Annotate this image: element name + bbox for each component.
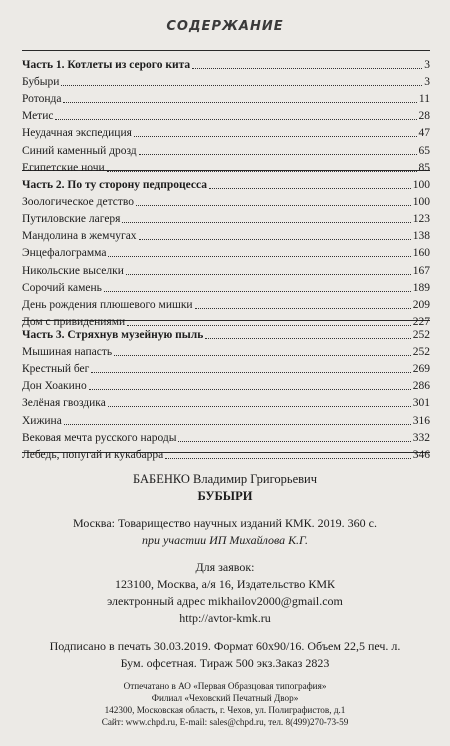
toc-entry <box>22 446 430 462</box>
toc-entry-title: Бубыри <box>22 76 60 88</box>
imprint-author: БАБЕНКО Владимир Григорьевич <box>132 472 318 486</box>
print-signed-line: Подписано в печать 30.03.2019. Формат 60х90/16. Объем 22,5 печ. л. <box>49 639 401 653</box>
printer-address: 142300, Московская область, г. Чехов, ул. Полиграфистов, д.1 <box>104 705 346 715</box>
toc-entry <box>22 262 430 278</box>
toc-entry-page: 3 <box>424 76 430 88</box>
toc-entry <box>22 244 430 260</box>
dot-leader <box>209 188 411 189</box>
toc-entry-title: Сорочий камень <box>22 282 102 294</box>
toc-entry-page: 65 <box>418 145 430 157</box>
dot-leader <box>205 338 410 339</box>
toc-entry-title: Никольские выселки <box>22 265 124 277</box>
toc-entry <box>22 124 430 140</box>
toc-entry-page: 160 <box>412 247 430 259</box>
dot-leader <box>108 256 410 257</box>
toc-entry-page: 332 <box>412 432 430 444</box>
dot-leader <box>139 239 411 240</box>
publisher-address: 123100, Москва, а/я 16, Издательство КМК <box>114 577 335 591</box>
dot-leader <box>89 389 411 390</box>
toc-entry-page: 138 <box>412 230 430 242</box>
toc-entry-title: Мандолина в жемчугах <box>22 230 137 242</box>
toc-part-heading <box>22 326 430 342</box>
toc-part-heading-page: 3 <box>424 59 430 71</box>
toc-entry-page: 252 <box>412 346 430 358</box>
toc-entry-title: Зелёная гвоздика <box>22 397 106 409</box>
toc-entry-page: 316 <box>412 415 430 427</box>
toc-entry <box>22 412 430 428</box>
toc-part-heading-page: 252 <box>412 329 430 341</box>
toc-entry-page: 301 <box>412 397 430 409</box>
toc-entry <box>22 343 430 359</box>
toc-entry-page: 346 <box>412 449 430 461</box>
printer-name: Отпечатано в АО «Первая Образцовая типография» <box>123 681 327 691</box>
toc-entry <box>22 210 430 226</box>
toc-entry <box>22 394 430 410</box>
toc-entry <box>22 296 430 312</box>
dot-leader <box>114 355 411 356</box>
toc-entry-title: Зоологическое детство <box>22 196 134 208</box>
toc-part-heading <box>22 56 430 72</box>
dot-leader <box>55 119 416 120</box>
publisher-website: http://avtor-kmk.ru <box>179 611 271 625</box>
toc-entry <box>22 360 430 376</box>
dot-leader <box>108 406 411 407</box>
imprint-participation: при участии ИП Михайлова К.Г. <box>142 533 308 547</box>
toc-entry-title: Вековая мечта русского народы <box>22 432 177 444</box>
toc-entry-page: 227 <box>412 316 430 328</box>
toc-entry-page: 47 <box>418 127 430 139</box>
dot-leader <box>91 372 410 373</box>
imprint-publisher: Москва: Товарищество научных изданий КМК. 2019. 360 с. <box>72 516 377 530</box>
toc-entry-title: Путиловские лагеря <box>22 213 121 225</box>
paper-run-line: Бум. офсетная. Тираж 500 экз.Заказ 2823 <box>120 656 330 670</box>
dot-leader <box>165 458 410 459</box>
toc-part-heading-title: Часть 1. Котлеты из серого кита <box>22 59 191 71</box>
toc-entry-title: Неудачная экспедиция <box>22 127 132 139</box>
imprint-title: БУБЫРИ <box>197 489 253 503</box>
dot-leader <box>61 85 422 86</box>
toc-entry-title: Мышиная напасть <box>22 346 113 358</box>
toc-entry <box>22 159 430 175</box>
dot-leader <box>134 136 417 137</box>
publisher-email: электронный адрес mikhailov2000@gmail.com <box>107 594 343 608</box>
toc-entry-title: Дон Хоакино <box>22 380 87 392</box>
toc-entry-page: 28 <box>418 110 430 122</box>
toc-entry <box>22 142 430 158</box>
toc-entry-page: 167 <box>412 265 430 277</box>
toc-part-heading <box>22 176 430 192</box>
printer-branch: Филиал «Чеховский Печатный Двор» <box>151 693 299 703</box>
dot-leader <box>192 68 422 69</box>
toc-entry-title: Метис <box>22 110 54 122</box>
toc-entry-title: День рождения плюшевого мишки <box>22 299 193 311</box>
toc-entry-title: Крестный бег <box>22 363 90 375</box>
toc-entry-title: Энцефалограмма <box>22 247 107 259</box>
toc-part-heading-title: Часть 2. По ту сторону педпроцесса <box>22 179 207 191</box>
orders-label: Для заявок: <box>195 560 255 574</box>
toc-entry-page: 189 <box>412 282 430 294</box>
toc-entry <box>22 377 430 393</box>
toc-part-heading-title: Часть 3. Стряхнув музейную пыль <box>22 329 204 341</box>
toc-entry-title: Синий каменный дрозд <box>22 145 137 157</box>
toc-part-heading-page: 100 <box>412 179 430 191</box>
toc-entry-page: 100 <box>412 196 430 208</box>
section-rule <box>22 50 430 51</box>
dot-leader <box>64 424 411 425</box>
toc-entry-title: Лебедь, попугай и кукабарра <box>22 449 164 461</box>
toc-entry-title: Ротонда <box>22 93 62 105</box>
dot-leader <box>139 154 417 155</box>
toc-entry-page: 286 <box>412 380 430 392</box>
dot-leader <box>178 441 410 442</box>
dot-leader <box>122 222 410 223</box>
toc-entry-page: 269 <box>412 363 430 375</box>
toc-entry-page: 209 <box>412 299 430 311</box>
toc-entry <box>22 73 430 89</box>
toc-entry <box>22 227 430 243</box>
toc-entry-page: 11 <box>418 93 430 105</box>
toc-entry-page: 123 <box>412 213 430 225</box>
toc-entry-title: Хижина <box>22 415 62 427</box>
toc-entry <box>22 107 430 123</box>
dot-leader <box>107 171 417 172</box>
toc-entry <box>22 193 430 209</box>
printer-contacts: Сайт: www.chpd.ru, E-mail: sales@chpd.ru, тел. 8(499)270-73-59 <box>101 717 349 727</box>
contents-heading: СОДЕРЖАНИЕ <box>166 19 284 34</box>
dot-leader <box>104 291 411 292</box>
dot-leader <box>195 308 411 309</box>
toc-entry-page: 85 <box>418 162 430 174</box>
toc-entry <box>22 279 430 295</box>
dot-leader <box>63 102 416 103</box>
toc-entry <box>22 90 430 106</box>
dot-leader <box>136 205 411 206</box>
toc-entry-title: Дом с привидениями <box>22 316 126 328</box>
toc-entry-title: Египетские ночи <box>22 162 105 174</box>
toc-entry <box>22 429 430 445</box>
dot-leader <box>126 274 411 275</box>
